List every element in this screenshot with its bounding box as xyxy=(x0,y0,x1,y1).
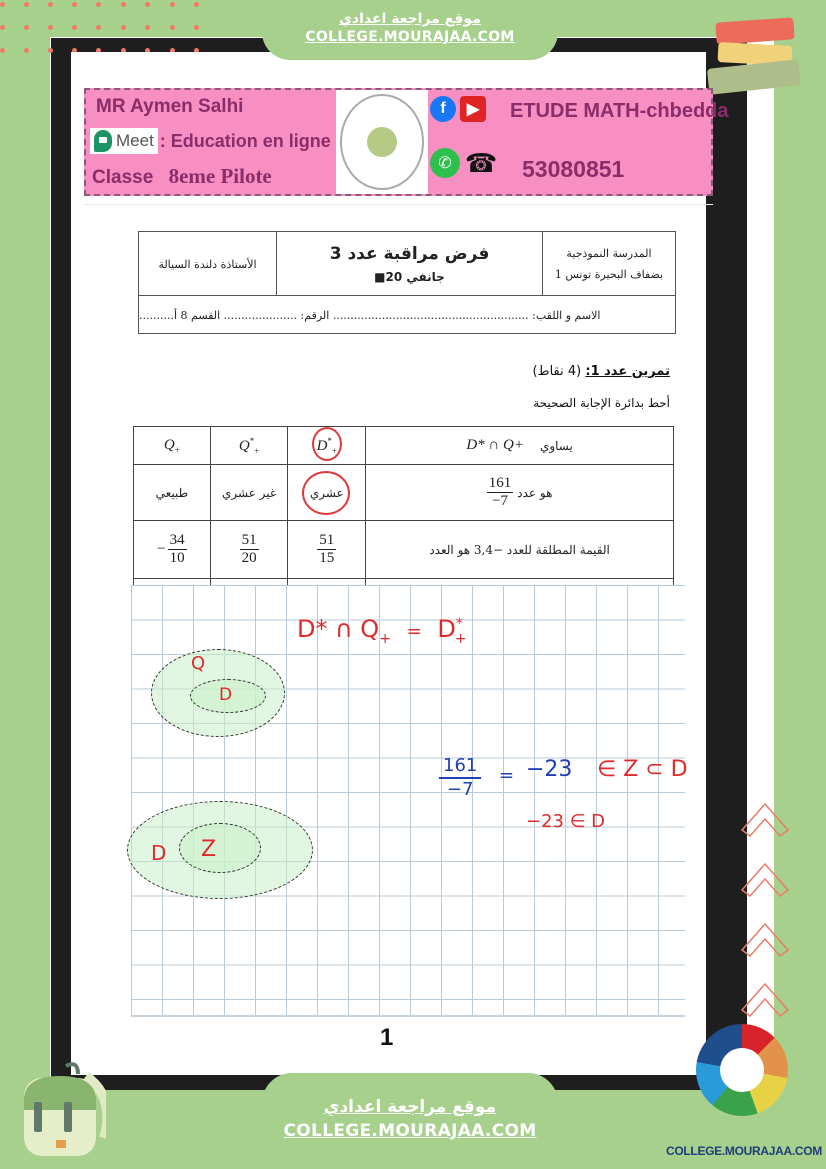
venn1-inner-label: D xyxy=(219,685,233,705)
meet-label: Meet xyxy=(116,131,154,150)
site-url-link[interactable]: COLLEGE.MOURAJAA.COM xyxy=(305,29,515,45)
site-url-link[interactable]: COLLEGE.MOURAJAA.COM xyxy=(283,1121,537,1141)
exam-title-cell xyxy=(277,232,543,296)
chevron-up-icon xyxy=(740,912,790,962)
exercise-number: تمرين عدد 1: xyxy=(585,364,670,379)
tree-icon xyxy=(367,127,397,157)
class-label: Classe xyxy=(92,167,154,188)
option-cell-selected[interactable]: عشري xyxy=(288,465,366,520)
equals-sign: = xyxy=(499,765,515,786)
chevron-up-icon xyxy=(740,852,790,902)
logo-text: COLLEGE.MOURAJAA.COM xyxy=(665,1144,822,1158)
question-cell: هو عدد $\frac{161}{-7}$ xyxy=(488,475,553,509)
answer-circle xyxy=(312,427,342,461)
venn2-outer-label: D xyxy=(151,841,167,865)
top-site-banner[interactable] xyxy=(262,0,558,60)
exercise-title xyxy=(440,364,670,379)
decorative-dots xyxy=(0,0,200,60)
option-cell[interactable]: $Q_+$ xyxy=(134,427,211,464)
handwritten-fraction: 161 −7 xyxy=(439,755,481,801)
page-number: 1 xyxy=(380,1024,394,1051)
school-line-1: المدرسة النموذجية xyxy=(566,247,652,260)
exercise-points: (4 نقاط) xyxy=(532,364,582,379)
whatsapp-icon[interactable]: ✆ xyxy=(430,148,460,178)
set-relation: ∈ Z ⊂ D xyxy=(597,757,688,782)
handwriting-grid xyxy=(131,585,688,1017)
result-value: −23 xyxy=(526,757,573,782)
option-cell-selected[interactable]: $D^*_+$ xyxy=(288,427,366,464)
meet-line xyxy=(90,128,331,154)
class-line xyxy=(92,164,272,189)
google-meet-badge xyxy=(90,128,158,154)
divider xyxy=(84,204,713,214)
left-green-strip xyxy=(0,37,50,1077)
college-mourajaa-logo xyxy=(696,1024,788,1116)
bottom-site-banner[interactable] xyxy=(262,1073,558,1169)
question-cell: يساوي D* ∩ Q+ xyxy=(466,437,573,453)
meet-description: : Education en ligne xyxy=(159,130,331,151)
question-table xyxy=(133,426,674,586)
youtube-icon[interactable]: ▶ xyxy=(460,96,486,122)
contact-icons-row xyxy=(430,148,496,178)
chevron-up-icon xyxy=(740,792,790,842)
option-cell[interactable]: $\frac{51}{20}$ xyxy=(211,521,289,578)
venn1-outer-label: Q xyxy=(191,653,206,674)
membership-statement: −23 ∈ D xyxy=(526,811,605,832)
school-line-2: بضفاف البحيرة تونس 1 xyxy=(554,268,664,281)
teacher-label: الأستاذة دلندة السيالة xyxy=(158,257,257,271)
answer-circle xyxy=(302,471,350,515)
phone-icon[interactable]: ☎ xyxy=(464,147,498,178)
site-name-arabic[interactable]: موقع مراجعة اعدادي xyxy=(339,11,481,27)
student-info-row: الاسم و اللقب: ........................................................ الرقم: ..................... القسم 8 أ.......... xyxy=(139,308,601,322)
teacher-cell xyxy=(139,232,277,296)
option-cell[interactable]: − $\frac{34}{10}$ xyxy=(134,521,211,578)
backpack-icon xyxy=(16,1058,106,1158)
venn2-inner-label: Z xyxy=(201,837,217,862)
exam-header-table xyxy=(138,231,676,334)
channel-name: ETUDE MATH-chbedda xyxy=(510,100,729,122)
option-cell[interactable]: غير عشري xyxy=(211,465,289,520)
exam-title: فرض مراقبة عدد 3 xyxy=(329,244,490,264)
exercise-instruction: أحط بدائرة الإجابة الصحيحة xyxy=(533,396,670,410)
question-cell: القيمة المطلقة للعدد −3,4 هو العدد xyxy=(429,542,610,557)
exam-date: جانفي 20■ xyxy=(374,270,445,284)
table-row xyxy=(134,521,673,579)
table-row xyxy=(134,465,673,521)
social-icons-row xyxy=(430,96,486,122)
option-cell[interactable]: $\frac{51}{15}$ xyxy=(288,521,366,578)
class-value: 8eme Pilote xyxy=(168,164,272,188)
teacher-name: MR Aymen Salhi xyxy=(96,96,244,117)
equation-1: D* ∩ $Q_+ = D^*_+$ xyxy=(297,615,467,647)
school-stamp xyxy=(336,90,428,194)
site-name-arabic[interactable]: موقع مراجعة اعدادي xyxy=(323,1097,497,1117)
phone-number: 53080851 xyxy=(522,156,625,182)
venn-inner-z xyxy=(179,823,261,873)
option-cell[interactable]: $Q^*_+$ xyxy=(211,427,289,464)
school-cell xyxy=(543,232,675,296)
option-cell[interactable]: طبيعي xyxy=(134,465,211,520)
table-row xyxy=(134,427,673,465)
google-meet-icon xyxy=(94,130,112,152)
stamp-seal-icon xyxy=(340,94,424,190)
books-icon xyxy=(702,12,802,96)
teacher-info-card xyxy=(84,88,729,196)
facebook-icon[interactable]: f xyxy=(430,96,456,122)
chevron-up-icon xyxy=(740,972,790,1022)
